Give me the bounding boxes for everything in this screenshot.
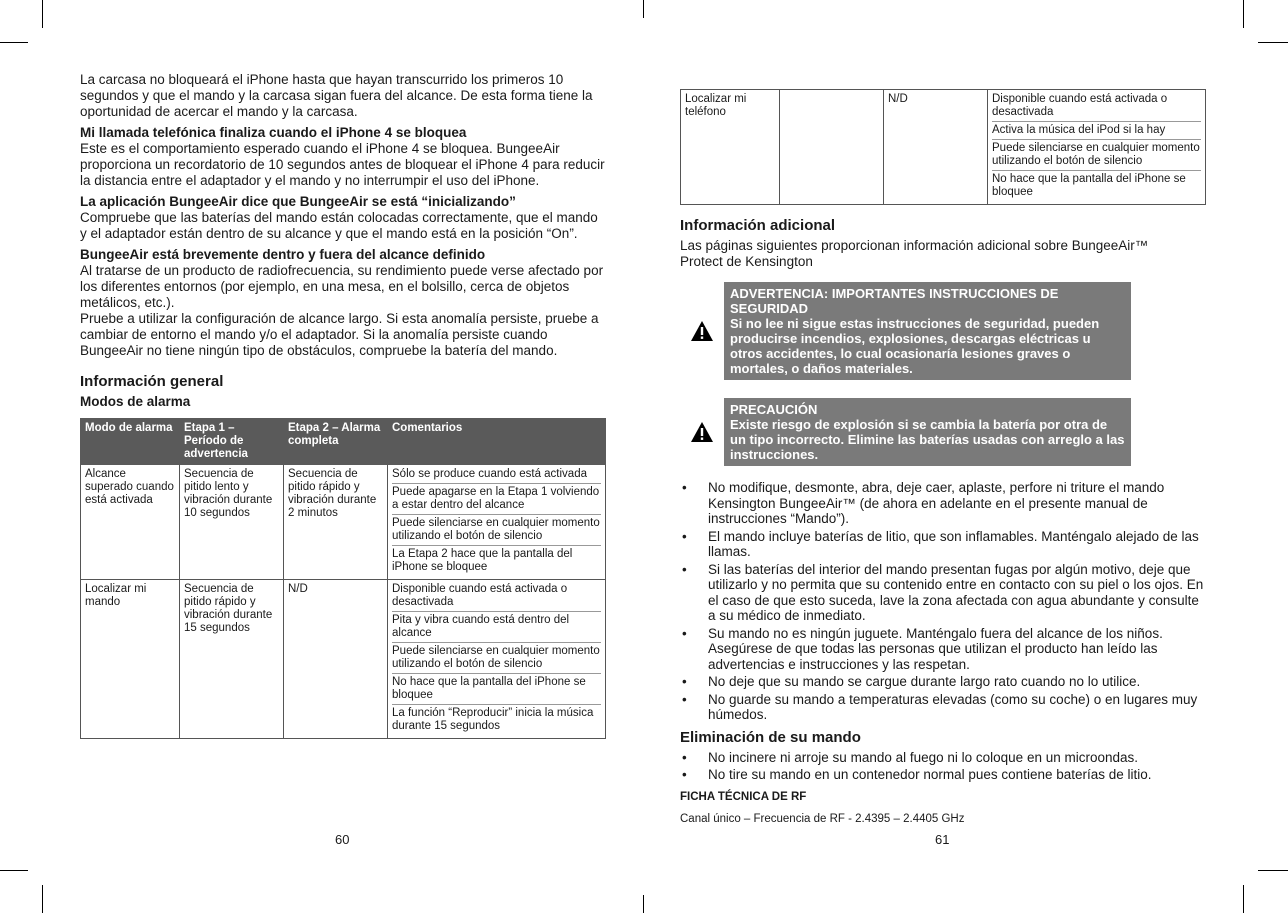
list-item: • No guarde su mando a temperaturas elevadas (como su coche) o en lugares muy húmedos.: [708, 692, 1206, 723]
table-cell: Alcance superado cuando está activada: [81, 465, 180, 580]
section-body: Este es el comportamiento esperado cuando el iPhone 4 se bloquea. BungeeAir proporciona un recordatorio de 10 segundos antes de bloquear el iPhone 4 para reducir la distancia entre el adaptador y el mando y no interrumpir el uso del iPhone.: [80, 141, 605, 188]
table-header-cell: Etapa 1 – Período de advertencia: [180, 419, 284, 465]
table-cell: Localizar mi mando: [81, 580, 180, 739]
crop-mark: [643, 0, 644, 18]
list-item: • No incinere ni arroje su mando al fuego ni lo coloque en un microondas.: [708, 750, 1206, 766]
section-heading: La aplicación BungeeAir dice que BungeeAir se está “inicializando”: [80, 194, 516, 209]
intro-paragraph: La carcasa no bloqueará el iPhone hasta que hayan transcurrido los primeros 10 segundos y que el mando y la carcasa sigan fuera del alcance. De esta forma tiene la oportunidad de acercar el mando y la carcasa.: [80, 72, 593, 119]
comment-item: La Etapa 2 hace que la pantalla del iPhone se bloquee: [392, 548, 573, 573]
comment-item: La función “Reproducir” inicia la música durante 15 segundos: [392, 707, 594, 732]
crop-mark: [643, 895, 644, 913]
list-item: • No modifique, desmonte, abra, deje caer, aplaste, perfore ni triture el mando Kensington BungeeAir™ (de ahora en adelante en el presente manual de instrucciones “Mando”).: [708, 480, 1206, 527]
crop-mark: [1243, 885, 1244, 913]
comment-item: Puede silenciarse en cualquier momento utilizando el botón de silencio: [392, 515, 601, 546]
comment-item: Activa la música del iPod si la hay: [992, 122, 1201, 140]
crop-mark: [1258, 870, 1288, 871]
alarm-modes-table-continued: [680, 89, 1206, 205]
table-cell: Secuencia de pitido rápido y vibración durante 2 minutos: [284, 465, 388, 580]
comment-item: Disponible cuando está activada o desactivada: [392, 583, 601, 612]
table-header-cell: Modo de alarma: [81, 419, 180, 465]
caution-body: Existe riesgo de explosión si se cambia la batería por otra de un tipo incorrecto. Elimine las baterías usadas con arreglo a las instrucciones.: [730, 417, 1125, 462]
section-body: Pruebe a utilizar la configuración de alcance largo. Si esta anomalía persiste, pruebe a cambiar de entorno el mando y/o el adaptador. Si la anomalía persiste cuando BungeeAir no tiene ningún tipo de obstáculos, compruebe la batería del mando.: [80, 311, 599, 358]
list-item: • El mando incluye baterías de litio, que son inflamables. Manténgalo alejado de las llamas.: [708, 529, 1206, 560]
additional-info-title: Información adicional: [680, 217, 836, 234]
table-cell: [780, 90, 884, 205]
table-cell: N/D: [284, 580, 388, 739]
list-item: • Su mando no es ningún juguete. Manténgalo fuera del alcance de los niños. Asegúrese de que todas las personas que utilizan el producto han leído las advertencias e instrucciones y las respetan.: [708, 626, 1206, 673]
comment-item: Puede silenciarse en cualquier momento utilizando el botón de silencio: [992, 140, 1201, 171]
table-cell: Secuencia de pitido rápido y vibración durante 15 segundos: [180, 580, 284, 739]
rf-spec-title: FICHA TÉCNICA DE RF: [680, 790, 807, 803]
table-header-cell: Comentarios: [388, 419, 606, 465]
warning-icon: [680, 320, 724, 342]
table-header-row: [81, 419, 606, 465]
caution-title: PRECAUCIÓN: [730, 402, 818, 417]
right-page: [680, 89, 1206, 832]
section-body: Al tratarse de un producto de radiofrecuencia, su rendimiento puede verse afectado por los diferentes entornos (por ejemplo, en una mesa, en el bolsillo, cerca de objetos metálicos, etc.).: [80, 263, 604, 310]
comment-item: Pita y vibra cuando está dentro del alcance: [392, 612, 601, 643]
table-header-cell: Etapa 2 – Alarma completa: [284, 419, 388, 465]
comment-item: No hace que la pantalla del iPhone se bloquee: [992, 173, 1186, 198]
page-number-left: 60: [335, 832, 350, 847]
table-row: [81, 465, 606, 580]
crop-mark: [0, 870, 28, 871]
table-cell: N/D: [884, 90, 988, 205]
table-cell: Localizar mi teléfono: [681, 90, 780, 205]
list-item: • No tire su mando en un contenedor normal pues contiene baterías de litio.: [708, 767, 1206, 783]
general-info-title: Información general: [80, 373, 224, 390]
crop-mark: [42, 885, 43, 913]
disposal-title: Eliminación de su mando: [680, 728, 861, 746]
list-item: • Si las baterías del interior del mando presentan fugas por algún motivo, deje que utilizarlo y no permita que su contenido entre en contacto con su piel o los ojos. En el caso de que esto suceda, lave la zona afectada con agua abundante y consulte a su médico de inmediato.: [708, 562, 1206, 624]
disposal-bullet-list: [680, 750, 1206, 783]
crop-mark: [42, 0, 43, 28]
table-row: [81, 580, 606, 739]
table-row: [681, 90, 1206, 205]
caution-notice: [680, 398, 1206, 466]
alarm-modes-title: Modos de alarma: [80, 394, 191, 409]
caution-box: [724, 398, 1131, 466]
section-heading: Mi llamada telefónica finaliza cuando el iPhone 4 se bloquea: [80, 125, 467, 140]
comment-item: Disponible cuando está activada o desactivada: [992, 93, 1201, 122]
comment-item: No hace que la pantalla del iPhone se bloquee: [392, 674, 601, 705]
comments-cell: [388, 465, 606, 580]
warning-body: Si no lee ni sigue estas instrucciones de seguridad, pueden producirse incendios, explosiones, descargas eléctricas u otros accidentes, lo cual ocasionaría lesiones graves o mortales, o daños materiales.: [730, 316, 1100, 376]
crop-mark: [1258, 42, 1288, 43]
safety-warning: [680, 282, 1206, 380]
table-cell: Secuencia de pitido lento y vibración durante 10 segundos: [180, 465, 284, 580]
crop-mark: [0, 42, 28, 43]
comments-cell: [388, 580, 606, 739]
section-heading: BungeeAir está brevemente dentro y fuera del alcance definido: [80, 247, 486, 262]
page-number-right: 61: [935, 832, 950, 847]
list-item: • No deje que su mando se cargue durante largo rato cuando no lo utilice.: [708, 674, 1206, 690]
warning-icon: [680, 421, 724, 443]
safety-bullet-list: [680, 480, 1206, 723]
warning-box: [724, 282, 1131, 380]
rf-spec-body: Canal único – Frecuencia de RF - 2.4395 – 2.4405 GHz: [680, 812, 965, 825]
alarm-modes-table: [80, 418, 606, 739]
comment-item: Puede apagarse en la Etapa 1 volviendo a estar dentro del alcance: [392, 484, 601, 515]
left-page: [80, 72, 606, 739]
section-body: Compruebe que las baterías del mando están colocadas correctamente, que el mando y el adaptador están dentro de su alcance y que el mando está en la posición “On”.: [80, 210, 598, 241]
comment-item: Sólo se produce cuando está activada: [392, 468, 601, 484]
crop-mark: [1243, 0, 1244, 28]
additional-info-body: Las páginas siguientes proporcionan información adicional sobre BungeeAir™ Protect de Kensington: [680, 238, 1149, 269]
comment-item: Puede silenciarse en cualquier momento utilizando el botón de silencio: [392, 643, 601, 674]
comments-cell: [988, 90, 1206, 205]
warning-title: ADVERTENCIA: IMPORTANTES INSTRUCCIONES DE SEGURIDAD: [730, 286, 1059, 316]
